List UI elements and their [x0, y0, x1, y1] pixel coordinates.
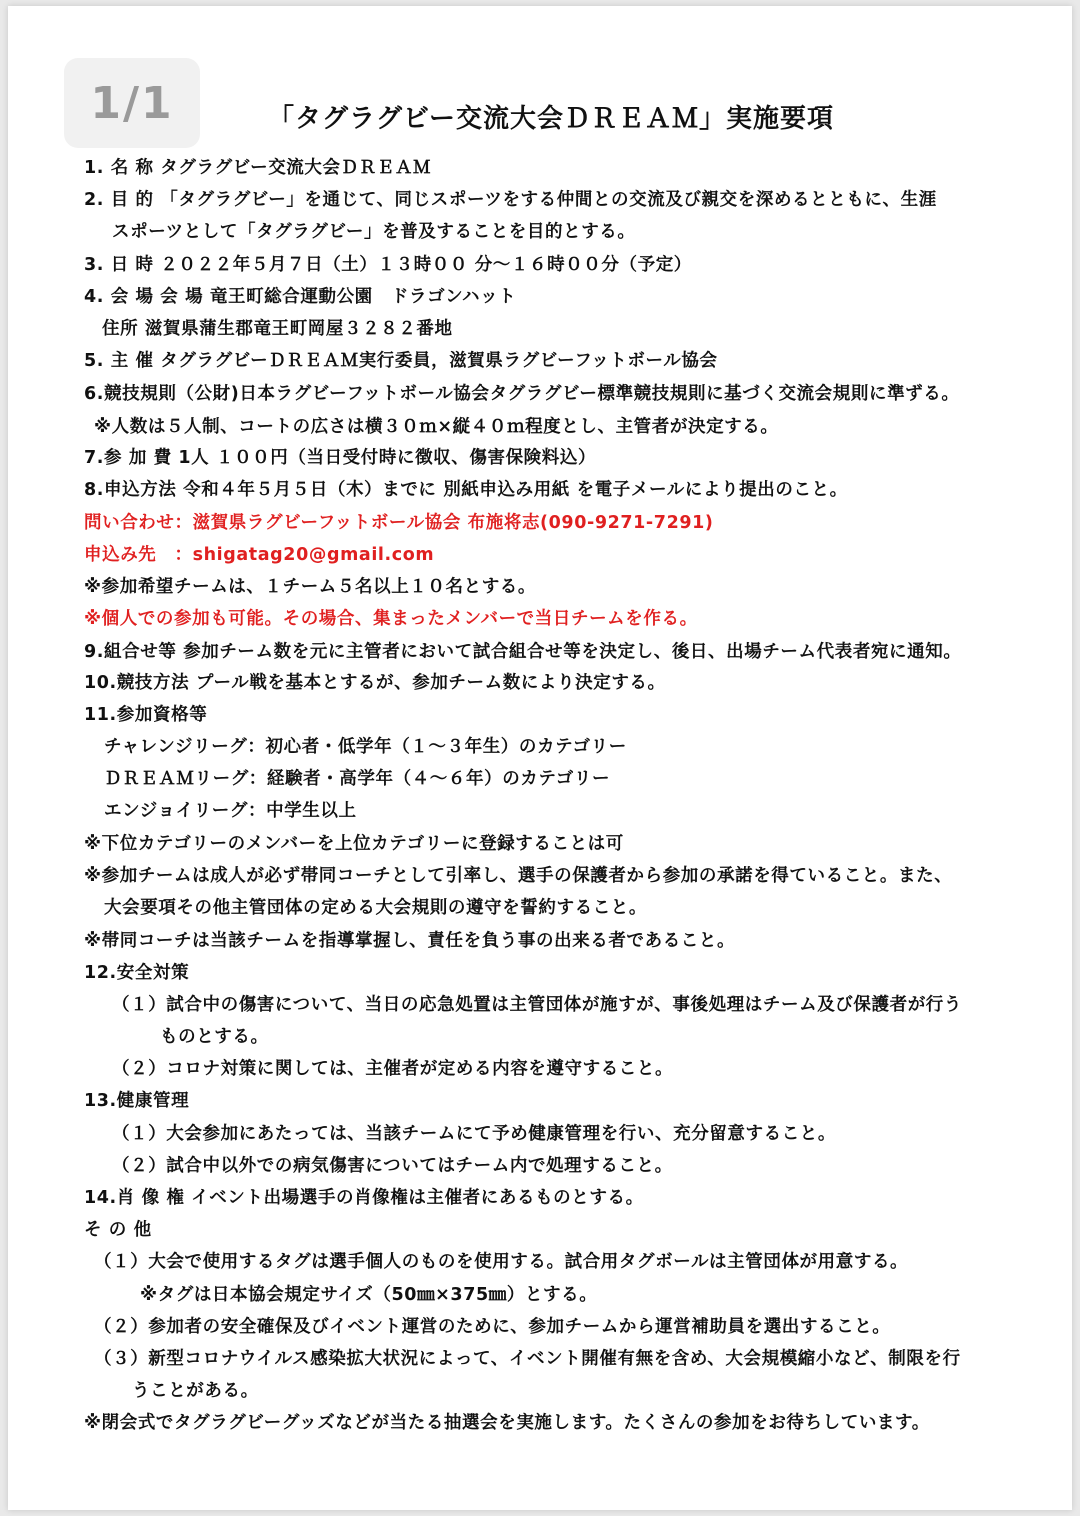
- line-apply-email: 申込み先 ：shigatag20@gmail.com: [84, 545, 435, 565]
- line-datetime: 3. 日 時 ２０２２年５月７日（土）１３時００ 分～１６時００分（予定）: [84, 255, 692, 275]
- line-safety-1-cont: ものとする。: [160, 1027, 269, 1047]
- line-coach-note-cont: 大会要項その他主管団体の定める大会規則の遵守を誓約すること。: [104, 898, 647, 918]
- line-individual: ※個人での参加も可能。その場合、集まったメンバーで当日チームを作る。: [84, 609, 698, 629]
- document-page: [8, 6, 1072, 1510]
- line-address: 住所 滋賀県蒲生郡竜王町岡屋３２８２番地: [102, 319, 453, 339]
- page-indicator: 1/1: [64, 58, 200, 148]
- line-rules: 6.競技規則（公財)日本ラグビーフットボール協会タグラグビー標準競技規則に基づく交流会規則に準ずる。: [84, 384, 960, 404]
- line-safety: 12.安全対策: [84, 963, 190, 983]
- line-health-1: （１）大会参加にあたっては、当該チームにて予め健康管理を行い、充分留意すること。: [112, 1124, 836, 1144]
- line-organizer: 5. 主 催 タグラグビーＤＲＥＡＭ実行委員，滋賀県ラグビーフットボール協会: [84, 351, 718, 371]
- line-other-1-note: ※タグは日本協会規定サイズ（50㎜×375㎜）とする。: [140, 1285, 598, 1305]
- line-category-note: ※下位カテゴリーのメンバーを上位カテゴリーに登録することは可: [84, 834, 624, 854]
- line-coach-responsibility: ※帯同コーチは当該チームを指導掌握し、責任を負う事の出来る者であること。: [84, 931, 736, 951]
- line-eligibility: 11.参加資格等: [84, 705, 208, 725]
- line-closing-note: ※閉会式でタグラグビーグッズなどが当たる抽選会を実施します。たくさんの参加をお待ちしています。: [84, 1413, 930, 1433]
- line-dream-league: ＤＲＥＡＭリーグ：経験者・高学年（４～６年）のカテゴリー: [104, 769, 611, 789]
- line-rules-note: ※人数は５人制、コートの広さは横３０ｍ×縦４０ｍ程度とし、主管者が決定する。: [94, 417, 779, 437]
- line-purpose-cont: スポーツとして「タグラグビー」を普及することを目的とする。: [112, 222, 636, 242]
- line-purpose: 2. 目 的 「タグラグビー」を通じて、同じスポーツをする仲間との交流及び親交を深めるとともに、生涯: [84, 190, 937, 210]
- line-health: 13.健康管理: [84, 1091, 190, 1111]
- line-safety-1: （１）試合中の傷害について、当日の応急処置は主管団体が施すが、事後処理はチーム及び保護者が行う: [112, 995, 962, 1015]
- line-format: 10.競技方法 プール戦を基本とするが、参加チーム数により決定する。: [84, 673, 666, 693]
- document-title: 「タグラグビー交流大会ＤＲＥＡＭ」実施要項: [268, 104, 834, 134]
- line-fee: 7.参 加 費 1人 １００円（当日受付時に徴収、傷害保険料込）: [84, 448, 597, 468]
- line-contact: 問い合わせ：滋賀県ラグビーフットボール協会 布施将志(090-9271-7291): [84, 513, 714, 533]
- line-portrait: 14.肖 像 権 イベント出場選手の肖像権は主催者にあるものとする。: [84, 1188, 644, 1208]
- line-enjoy-league: エンジョイリーグ：中学生以上: [104, 801, 357, 821]
- line-other: そ の 他: [84, 1220, 152, 1240]
- line-other-1: （１）大会で使用するタグは選手個人のものを使用する。試合用タグボールは主管団体が用意する。: [94, 1252, 909, 1272]
- line-coach-note: ※参加チームは成人が必ず帯同コーチとして引率し、選手の保護者から参加の承諾を得ていること。また、: [84, 866, 953, 886]
- line-other-3-cont: うことがある。: [132, 1381, 259, 1401]
- line-other-2: （２）参加者の安全確保及びイベント運営のために、参加チームから運営補助員を選出すること。: [94, 1317, 891, 1337]
- line-team-size: ※参加希望チームは、１チーム５名以上１０名とする。: [84, 577, 537, 597]
- line-matching: 9.組合せ等 参加チーム数を元に主管者において試合組合せ等を決定し、後日、出場チーム代表者宛に通知。: [84, 642, 962, 662]
- line-challenge-league: チャレンジリーグ：初心者・低学年（１～３年生）のカテゴリー: [104, 737, 627, 757]
- line-venue: 4. 会 場 会 場 竜王町総合運動公園 ドラゴンハット: [84, 287, 517, 307]
- line-other-3: （３）新型コロナウイルス感染拡大状況によって、イベント開催有無を含め、大会規模縮小など、制限を行: [94, 1349, 961, 1369]
- line-name: 1. 名 称 タグラグビー交流大会ＤＲＥＡＭ: [84, 158, 432, 178]
- line-health-2: （２）試合中以外での病気傷害についてはチーム内で処理すること。: [112, 1156, 673, 1176]
- line-application: 8.申込方法 令和４年５月５日（木）までに 別紙申込み用紙 を電子メールにより提出のこと。: [84, 480, 848, 500]
- line-safety-2: （２）コロナ対策に関しては、主催者が定める内容を遵守すること。: [112, 1059, 674, 1079]
